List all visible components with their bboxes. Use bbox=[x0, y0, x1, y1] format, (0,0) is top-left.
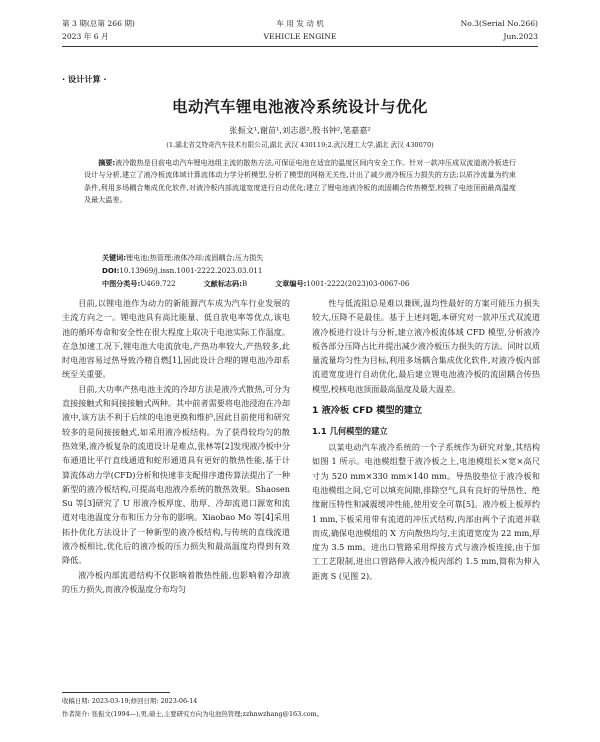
abstract bbox=[84, 157, 516, 207]
keywords bbox=[102, 253, 516, 263]
doi-text: 10.13969/j.issn.1001-2222.2023.03.011 bbox=[119, 266, 263, 275]
document-code-value: B bbox=[241, 279, 248, 288]
header-divider bbox=[62, 46, 538, 47]
article-number-label: 文章编号: bbox=[275, 279, 307, 288]
article-number-value: 1001-2222(2023)03-0067-06 bbox=[306, 279, 410, 288]
body-paragraph: 目前,以锂电池作为动力的新能源汽车成为汽车行业发展的主流方向之一。锂电池具有高比能量、低自放电率等优点,该电池的循环寿命和安全性在很大程度上取决于电池实际工作温度。在急加速工况下,锂电池大电流放电,产热功率较大,产热较多,此时电池容易过热导致冷精自燃[1],因此设计合理的锂电池冷却系统至关重要。 bbox=[62, 298, 290, 380]
body-column-left bbox=[62, 296, 290, 596]
clc-label: 中图分类号: bbox=[102, 279, 141, 288]
author-bio-note: 作者简介: 张振文(1994—),男,硕士,主要研究方向为电池热管理;zzhnwzhang@163.com。 bbox=[62, 710, 324, 718]
footnote-divider bbox=[62, 692, 170, 693]
author-list: 张振文¹,谢苗¹,刘志恩²,殷书钟²,笔嘉嘉² bbox=[229, 125, 371, 135]
document-code-label: 文献标志码: bbox=[203, 279, 242, 288]
received-date-note: 收稿日期: 2023-03-19;修回日期: 2023-06-14 bbox=[62, 697, 198, 705]
keywords-label: 关键词: bbox=[102, 253, 127, 262]
body-paragraph: 以某电动汽车液冷系统的一个子系统作为研究对象,其结构如图 1 所示。电池模组整于液冷板之上,电池模组长×宽×高尺寸为 520 mm×330 mm×140 mm。导热胶垫位于液冷板和电池模组之间,它可以填充间隙,排除空气,具有良好的导热性、绝缘耐压特性和减震缓冲性能,使用安全可靠[5]。液冷板上板厚约 1 mm,下板采用带有流道的冲压式结构,内部由两个子流道并联而成,确保电池模组的 X 方向散热均匀,主流道宽度为 22 mm,厚度为 3.5 mm。进出口管路采用焊接方式与液冷板连接,由于加工工艺限制,进出口管路伸入液冷板内部约 1.5 mm,简称为伸入距离 S (见图 2)。 bbox=[312, 442, 540, 581]
clc-number bbox=[102, 279, 176, 289]
clc-value: U469.722 bbox=[140, 279, 176, 288]
subsection-heading: 1.1 几何模型的建立 bbox=[312, 426, 388, 437]
body-paragraph: 目前,大功率产热电池主流的冷却方法是液冷式散热,可分为直接接触式和间接接触式两种。其中前者需要将电池浸泡在冷却液中,该方法不利于后续的电池更换和维护,因此目前使用和研究较多的是间接接触式,如采用液冷板结构。为了获得较均匀的散热效果,液冷板复杂的流道设计是难点,张林等[2]发现液冷板中分布通道比平行直线通道和蛇形通道具有更好的散热性能,基于计算流体动力学(CFD)分析和快速非支配排序遗传算法提出了一种新型的液冷板结构,可提高电池液冷系统的散热效果。Shaosen Su 等[3]研究了 U 形液冷板厚度、肋厚、冷却流道口源宽和流道对电池温度分布和压力分布的影响。Xiaobao Mo 等[4]采用拓扑优化方法设计了一种新型的液冷板结构,与传统的直线流道液冷板相比,优化后的液冷板的压力损失和最高温度均得到有效降低。 bbox=[62, 383, 290, 566]
classification-line bbox=[102, 279, 516, 289]
abstract-label: 摘要: bbox=[98, 158, 116, 167]
section-tag: · 设计计算 · bbox=[62, 74, 107, 84]
body-paragraph: 液冷板内部流道结构不仅影响着散热性能,也影响着冷却液的压力损失,而液冷板温度分布均匀 bbox=[62, 569, 290, 594]
paper-title: 电动汽车锂电池液冷系统设计与优化 bbox=[171, 98, 428, 116]
section-heading: 1 液冷板 CFD 模型的建立 bbox=[312, 405, 423, 417]
issue-number: 第 3 期(总第 266 期) bbox=[62, 19, 135, 28]
doi bbox=[102, 266, 516, 276]
serial-number: No.3(Serial No.266) bbox=[460, 19, 538, 28]
keywords-text: 锂电池;热管理;液体冷却;流固耦合;压力损失 bbox=[126, 253, 264, 262]
article-number bbox=[275, 279, 409, 289]
body-column-right bbox=[312, 296, 540, 583]
publication-date-en: Jun.2023 bbox=[503, 32, 538, 41]
journal-name-cn: 车 用 发 动 机 bbox=[276, 19, 324, 28]
document-code bbox=[204, 279, 248, 289]
doi-label: DOI: bbox=[102, 266, 120, 275]
body-paragraph: 性与低流阻总是难以兼顾,温均性最好的方案可能压力损失较大,压降不是最佳。基于上述问题,本研究对一款冲压式双流道液冷板进行设计与分析,建立液冷板流体域 CFD 模型,分析液冷板各部分压降占比并提出减少液冷板压力损失的方法。同时以质量流量均匀性为目标,利用多场耦合集成优化软件,对液冷板内部流道宽度进行自动优化,最后建立锂电池液冷板的流固耦合传热模型,校核电池顶面最高温度及最大温差。 bbox=[312, 298, 540, 394]
abstract-text: 液冷散热是目前电动汽车锂电池组主流的散热方法,可保证电池在适宜的温度区间内安全工作。针对一款冲压成双流道液冷板进行设计与分析,建立了液冷板流体域计算流体动力学分析模型,分析了模型的网格无关性,计出了减少液冷板压力损失的方法;以质冷流量为约束条件,利用多场耦合集成优化软件,对液冷板内部流道宽度进行自动优化;建立了锂电池液冷板的流固耦合传热模型,校核了电池顶面最高温度及最大温差。 bbox=[84, 158, 516, 205]
publication-date-cn: 2023 年 6 月 bbox=[62, 32, 109, 41]
author-affiliation: (1.湖北省艾特奇汽车技术有限公司,湖北 武汉 430119;2.武汉理工大学,湖北 武汉 430070) bbox=[166, 141, 434, 149]
journal-name-en: VEHICLE ENGINE bbox=[263, 32, 337, 41]
